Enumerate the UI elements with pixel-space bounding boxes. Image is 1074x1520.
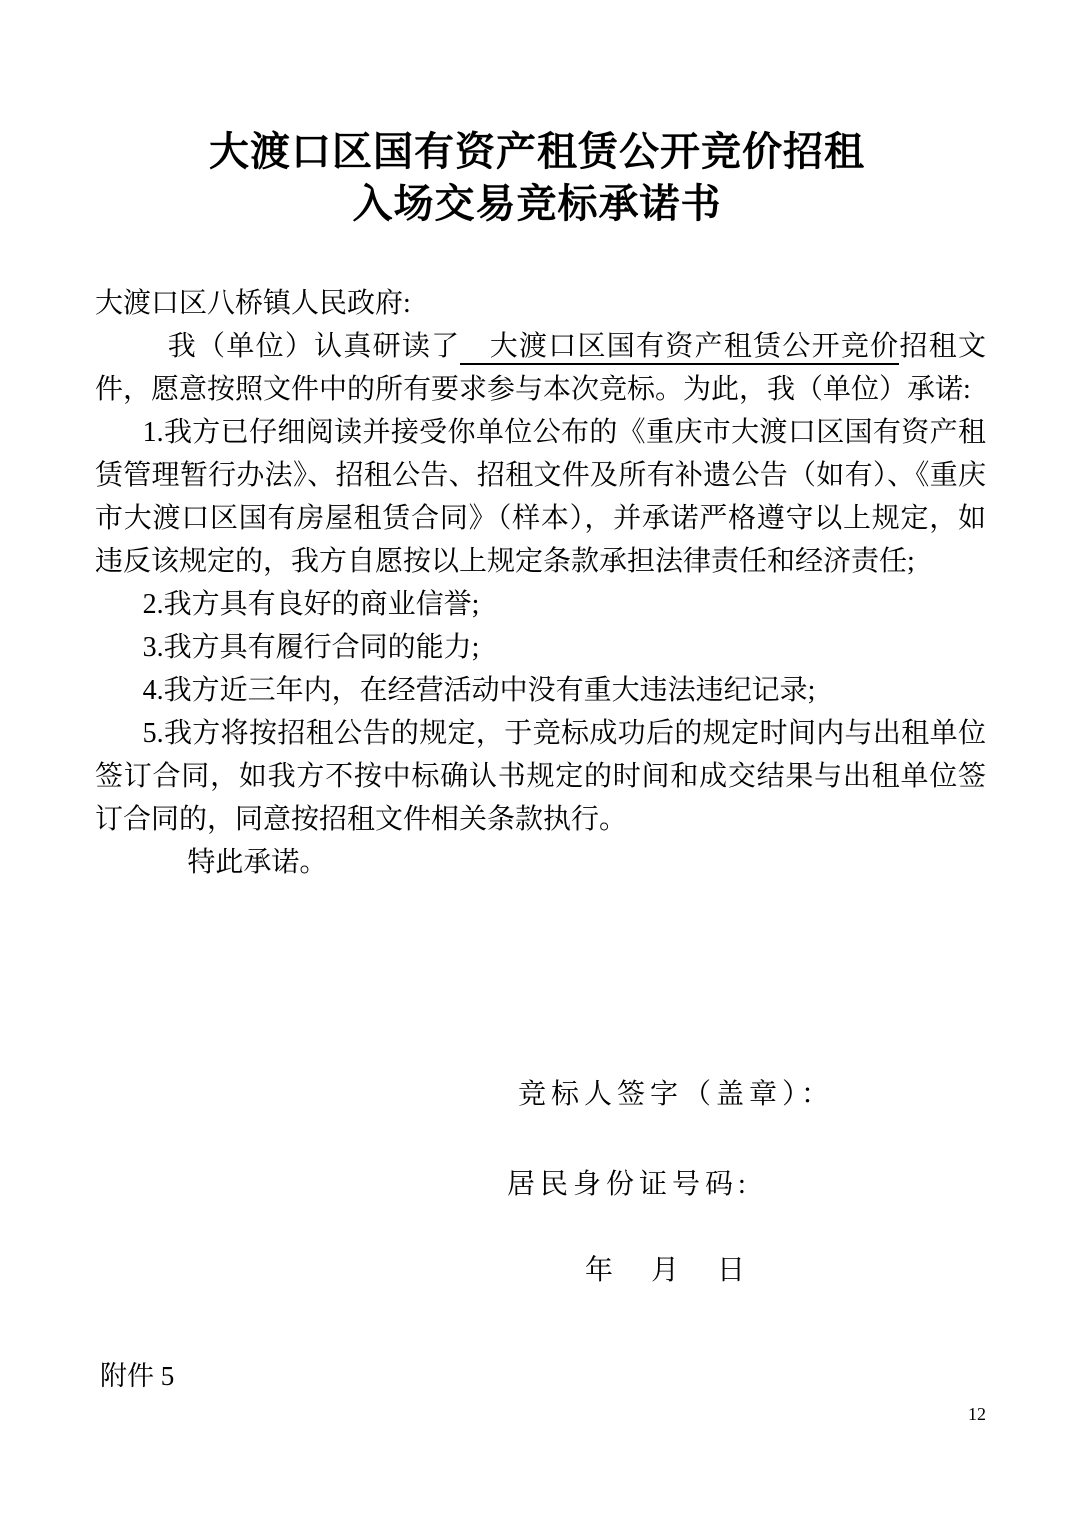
commitment-item-1: 1.我方已仔细阅读并接受你单位公布的《重庆市大渡口区国有资产租赁管理暂行办法》、招租公告、招租文件及所有补遗公告（如有）、《重庆市大渡口区国有房屋租赁合同》（样本），并承诺严格遵守以上规定，如违反该规定的，我方自愿按以上规定条款承担法律责任和经济责任; bbox=[95, 417, 986, 577]
title-line-1: 大渡口区国有资产租赁公开竞价招租 bbox=[209, 130, 865, 174]
salutation: 大渡口区八桥镇人民政府: bbox=[95, 288, 411, 319]
commitment-item-3: 3.我方具有履行合同的能力; bbox=[142, 632, 480, 663]
document-body bbox=[0, 282, 1074, 884]
intro-suffix: 招租文件，愿意按照文件中的所有要求参与本次竞标。为此，我（单位）承诺: bbox=[95, 331, 986, 405]
commitment-item-4: 4.我方近三年内，在经营活动中没有重大违法违纪记录; bbox=[142, 675, 816, 706]
attachment-label: 附件 5 bbox=[100, 1361, 175, 1391]
bidder-signature-label: 竞标人签字（盖章）： bbox=[518, 1079, 835, 1110]
intro-prefix: 我（单位）认真研读了 bbox=[167, 331, 461, 362]
date-line: 年 月 日 bbox=[585, 1255, 751, 1286]
intro-paragraph bbox=[95, 325, 986, 411]
commitment-item-5: 5.我方将按招租公告的规定，于竞标成功后的规定时间内与出租单位签订合同，如我方不按中标确认书规定的时间和成交结果与出租单位签订合同的，同意按招租文件相关条款执行。 bbox=[95, 718, 986, 835]
page-number: 12 bbox=[968, 1404, 986, 1424]
intro-underlined-blank: 大渡口区国有资产租赁公开竞价 bbox=[460, 331, 899, 365]
document-title bbox=[0, 0, 1074, 230]
title-line-2: 入场交易竞标承诺书 bbox=[352, 182, 722, 226]
commitment-item-2: 2.我方具有良好的商业信誉; bbox=[142, 589, 480, 620]
closing-statement: 特此承诺。 bbox=[187, 847, 328, 878]
id-number-label: 居民身份证号码: bbox=[507, 1169, 751, 1200]
